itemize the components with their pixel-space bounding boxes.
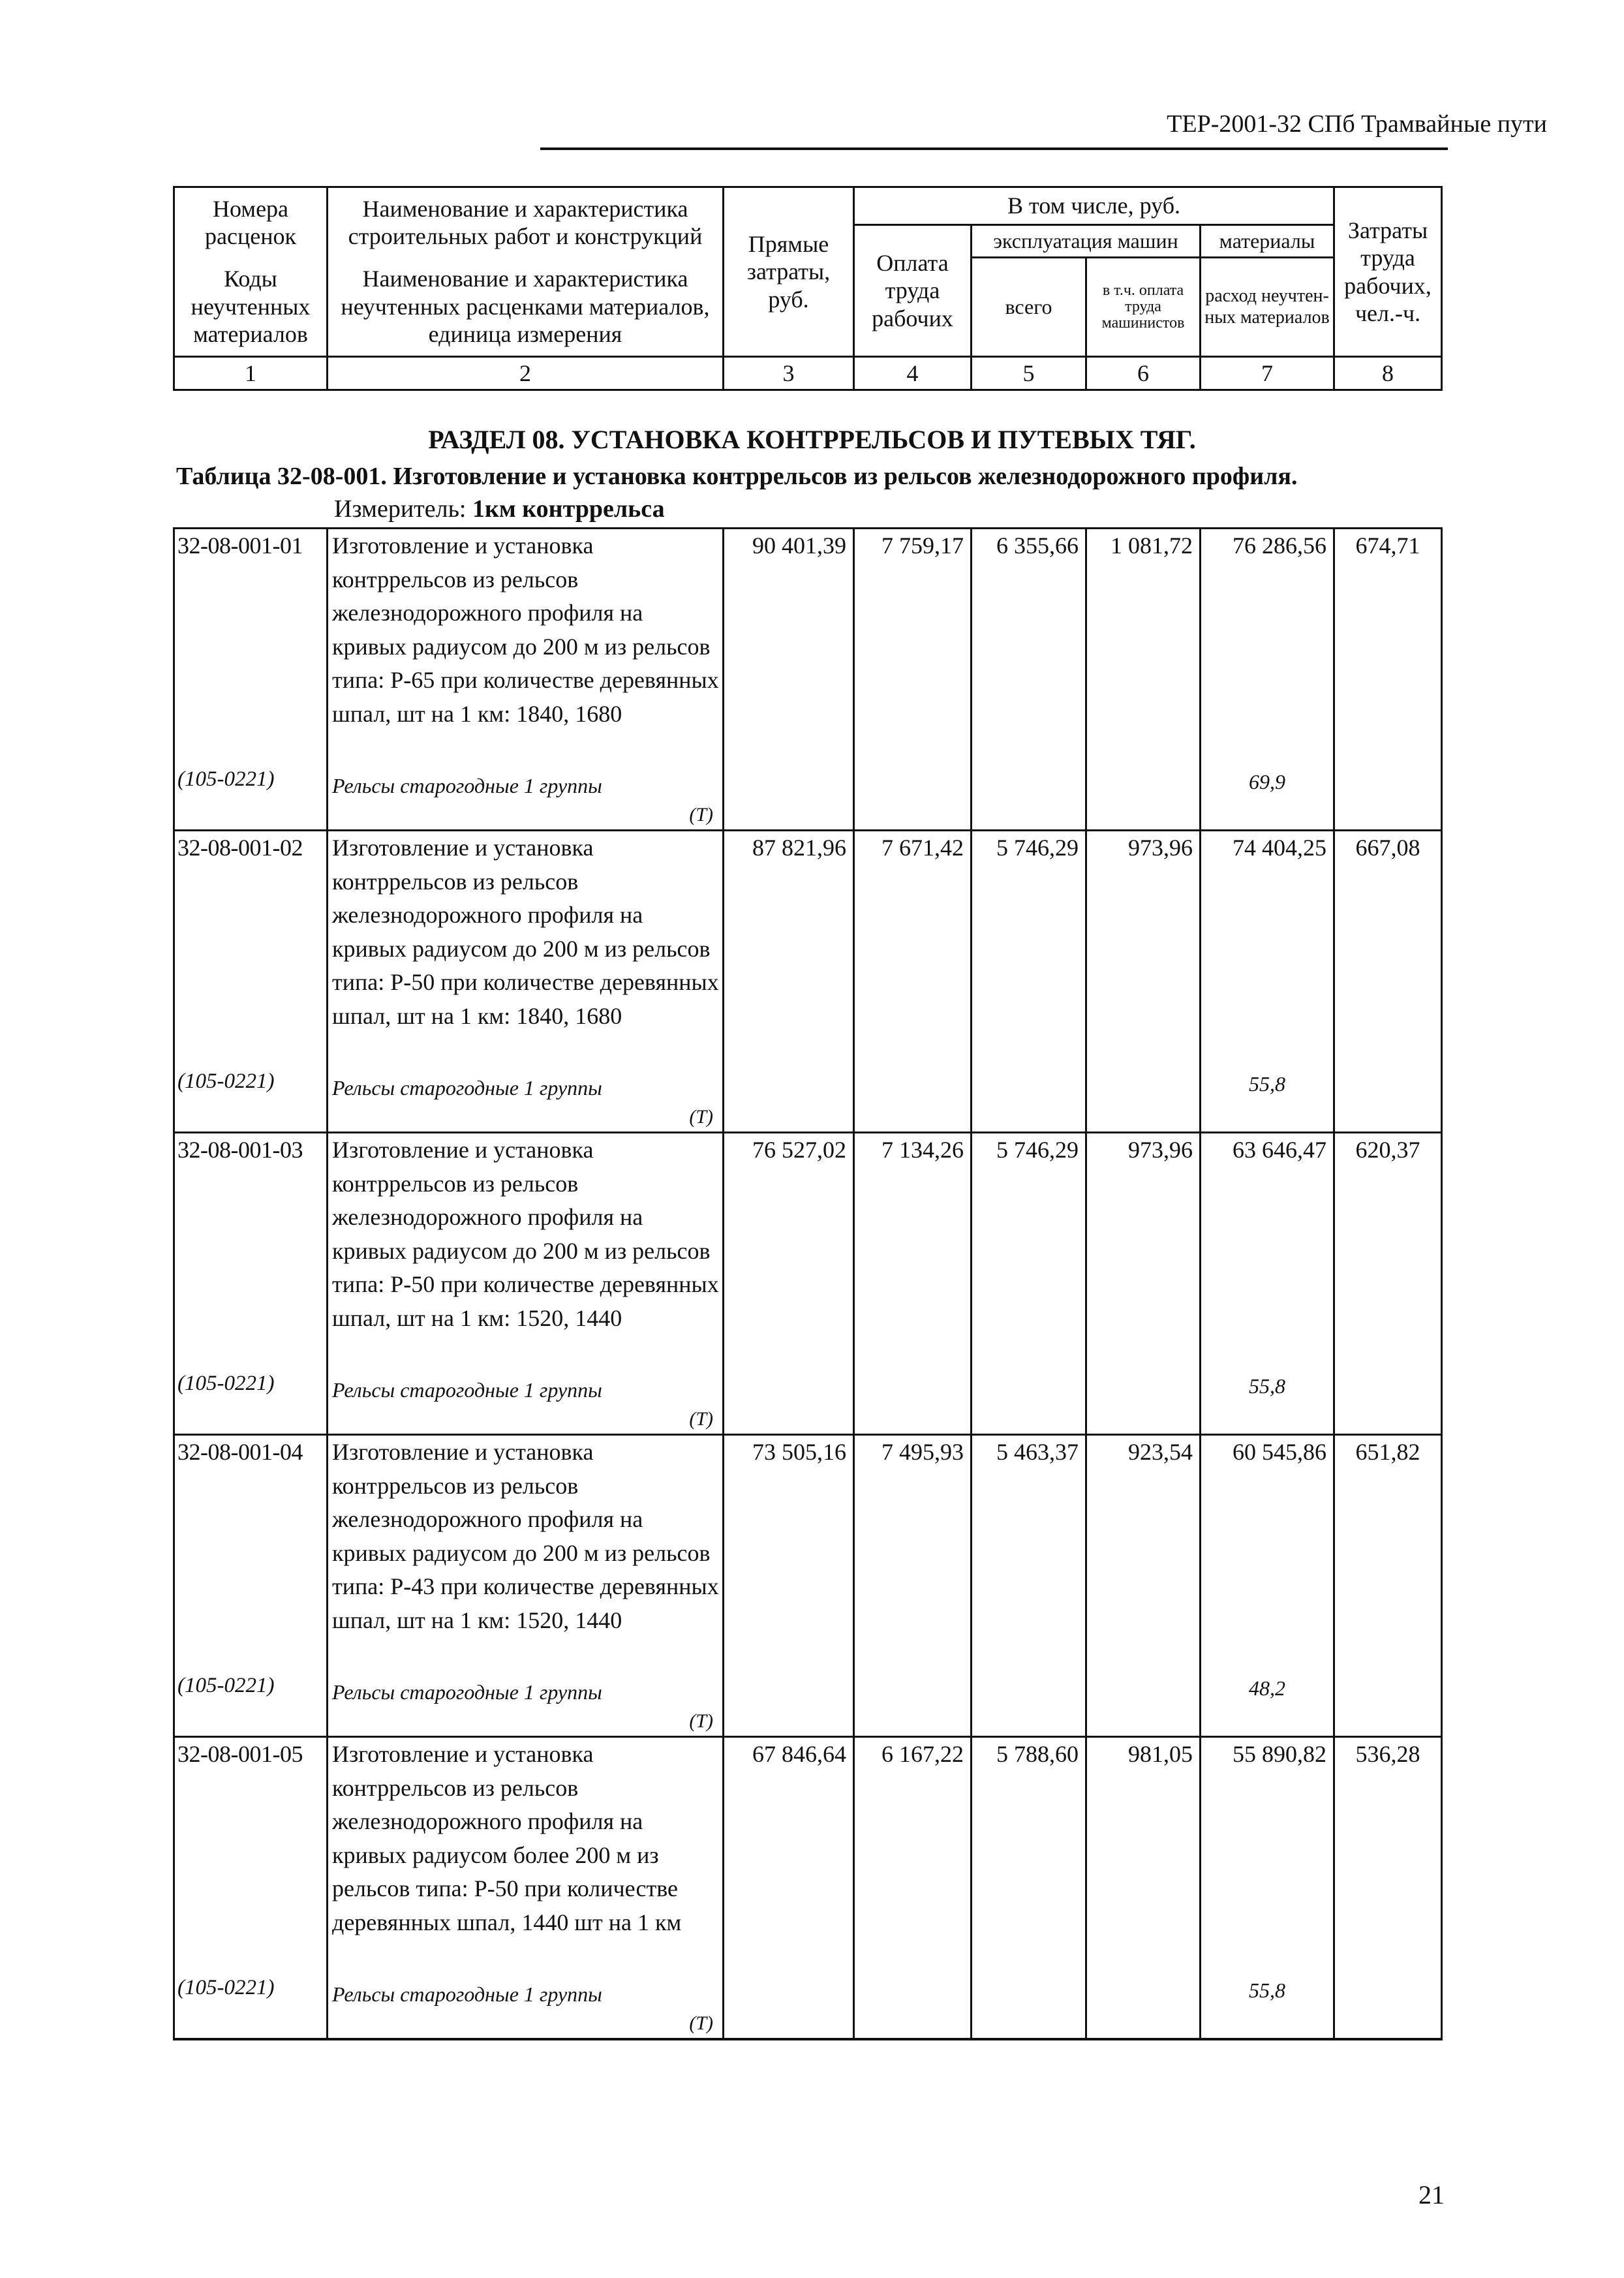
material-code: (105-0221) <box>177 767 275 791</box>
material-quantity: 55,8 <box>1249 1978 1285 2002</box>
direct-costs-cell <box>724 1737 854 2040</box>
material-name: Рельсы старогодные 1 группы <box>332 1680 602 1704</box>
labor-hours-value: 536,28 <box>1355 1741 1420 1767</box>
running-head: ТЕР-2001-32 СПб Трамвайные пути <box>1167 110 1547 138</box>
machines-value: 5 746,29 <box>996 835 1079 861</box>
work-description: Изготовление и установка контррельсов из рельсов железнодорожного профиля на кривых радиусом до 200 м из рельсов типа: Р-65 при количестве деревянных шпал, шт на 1 км: 1840, 1680 <box>332 532 719 727</box>
material-name: Рельсы старогодные 1 группы <box>332 1982 602 2006</box>
materials-value: 74 404,25 <box>1233 835 1326 861</box>
labor-pay-cell <box>854 529 972 831</box>
rate-code-cell <box>174 1435 328 1737</box>
labor-pay-value: 7 759,17 <box>881 532 964 559</box>
labor-hours-value: 620,37 <box>1355 1137 1420 1163</box>
header-rule <box>540 147 1448 150</box>
direct-costs-cell <box>724 1435 854 1737</box>
materials-cell <box>1201 529 1334 831</box>
labor-pay-value: 7 671,42 <box>881 835 964 861</box>
rate-code: 32-08-001-05 <box>177 1741 303 1767</box>
labor-hours-cell <box>1334 529 1442 831</box>
header-work-name: Наименование и характеристика строительных работ и конструкций <box>328 187 724 258</box>
labor-hours-cell <box>1334 831 1442 1133</box>
rate-code-cell <box>174 1133 328 1435</box>
machinists-value: 923,54 <box>1128 1439 1193 1465</box>
materials-value: 63 646,47 <box>1233 1137 1326 1163</box>
material-name: Рельсы старогодные 1 группы <box>332 774 602 797</box>
col-number-6: 6 <box>1086 357 1201 390</box>
labor-pay-value: 6 167,22 <box>881 1741 964 1767</box>
unit-of-measure: Измеритель: 1км контррельса <box>334 495 665 523</box>
material-code: (105-0221) <box>177 1070 275 1093</box>
labor-hours-value: 651,82 <box>1355 1439 1420 1465</box>
page-number: 21 <box>1418 2180 1445 2209</box>
header-machinists-pay: в т.ч. оплата труда машинистов <box>1086 258 1201 357</box>
section-title: РАЗДЕЛ 08. УСТАНОВКА КОНТРРЕЛЬСОВ И ПУТЕВЫХ ТЯГ. <box>428 425 1196 454</box>
machines-cell <box>972 831 1086 1133</box>
material-quantity: 69,9 <box>1249 770 1285 793</box>
labor-hours-cell <box>1334 1737 1442 2040</box>
machines-value: 5 746,29 <box>996 1137 1079 1163</box>
col-number-1: 1 <box>174 357 328 390</box>
material-quantity: 48,2 <box>1249 1676 1285 1700</box>
labor-hours-value: 667,08 <box>1355 835 1420 861</box>
materials-cell <box>1201 1435 1334 1737</box>
col-number-4: 4 <box>854 357 972 390</box>
description-cell <box>328 529 724 831</box>
header-material-names: Наименование и характеристика неучтенных расценками материалов, единица измерения <box>328 258 724 357</box>
header-machines: эксплуатация машин <box>972 225 1201 258</box>
resource-mark: (Т) <box>689 2012 713 2034</box>
direct-costs-cell <box>724 529 854 831</box>
machinists-value: 981,05 <box>1128 1741 1193 1767</box>
col-number-2: 2 <box>328 357 724 390</box>
labor-pay-cell <box>854 1435 972 1737</box>
material-name: Рельсы старогодные 1 группы <box>332 1378 602 1402</box>
labor-hours-cell <box>1334 1435 1442 1737</box>
material-quantity: 55,8 <box>1249 1374 1285 1398</box>
machinists-value: 973,96 <box>1128 1137 1193 1163</box>
labor-hours-value: 674,71 <box>1355 532 1420 559</box>
machinists-value: 973,96 <box>1128 835 1193 861</box>
header-materials: материалы <box>1201 225 1334 258</box>
machines-cell <box>972 1737 1086 2040</box>
materials-value: 55 890,82 <box>1233 1741 1326 1767</box>
material-code: (105-0221) <box>177 1372 275 1395</box>
header-unaccounted-materials: расход неучтен-ных материалов <box>1201 258 1334 357</box>
machines-value: 5 463,37 <box>996 1439 1079 1465</box>
table-row <box>174 529 1442 831</box>
header-labor-hours: Затраты труда рабочих, чел.-ч. <box>1334 187 1442 357</box>
machines-value: 6 355,66 <box>996 532 1079 559</box>
rate-code: 32-08-001-03 <box>177 1137 303 1163</box>
direct-costs-cell <box>724 831 854 1133</box>
description-cell <box>328 1435 724 1737</box>
labor-pay-value: 7 495,93 <box>881 1439 964 1465</box>
machines-cell <box>972 1435 1086 1737</box>
description-cell <box>328 1737 724 2040</box>
work-description: Изготовление и установка контррельсов из рельсов железнодорожного профиля на кривых радиусом более 200 м из рельсов типа: Р-50 при количестве деревянных шпал, 1440 шт на 1 км <box>332 1741 682 1935</box>
header-machines-total: всего <box>972 258 1086 357</box>
labor-hours-cell <box>1334 1133 1442 1435</box>
direct-costs-value: 87 821,96 <box>752 835 846 861</box>
column-header-table <box>173 186 1443 391</box>
resource-mark: (Т) <box>689 1710 713 1732</box>
material-quantity: 55,8 <box>1249 1072 1285 1096</box>
table-row <box>174 831 1442 1133</box>
rate-code-cell <box>174 831 328 1133</box>
labor-pay-cell <box>854 1133 972 1435</box>
work-description: Изготовление и установка контррельсов из рельсов железнодорожного профиля на кривых радиусом до 200 м из рельсов типа: Р-43 при количестве деревянных шпал, шт на 1 км: 1520, 1440 <box>332 1439 719 1633</box>
work-description: Изготовление и установка контррельсов из рельсов железнодорожного профиля на кривых радиусом до 200 м из рельсов типа: Р-50 при количестве деревянных шпал, шт на 1 км: 1840, 1680 <box>332 835 719 1029</box>
description-cell <box>328 831 724 1133</box>
col-number-7: 7 <box>1201 357 1334 390</box>
header-labor-pay: Оплата труда рабочих <box>854 225 972 357</box>
machines-cell <box>972 1133 1086 1435</box>
rate-code-cell <box>174 529 328 831</box>
table-row <box>174 1737 1442 2040</box>
labor-pay-cell <box>854 1737 972 2040</box>
header-including-group: В том числе, руб. <box>854 187 1334 225</box>
header-material-codes: Коды неучтенных материалов <box>174 258 328 357</box>
materials-value: 76 286,56 <box>1233 532 1326 559</box>
machines-value: 5 788,60 <box>996 1741 1079 1767</box>
machinists-cell <box>1086 1737 1201 2040</box>
rate-code-cell <box>174 1737 328 2040</box>
rate-code: 32-08-001-04 <box>177 1439 303 1465</box>
direct-costs-value: 76 527,02 <box>752 1137 846 1163</box>
machinists-cell <box>1086 1435 1201 1737</box>
direct-costs-value: 73 505,16 <box>752 1439 846 1465</box>
machines-cell <box>972 529 1086 831</box>
resource-mark: (Т) <box>689 1106 713 1128</box>
col-number-8: 8 <box>1334 357 1442 390</box>
machinists-cell <box>1086 529 1201 831</box>
materials-value: 60 545,86 <box>1233 1439 1326 1465</box>
work-description: Изготовление и установка контррельсов из рельсов железнодорожного профиля на кривых радиусом до 200 м из рельсов типа: Р-50 при количестве деревянных шпал, шт на 1 км: 1520, 1440 <box>332 1137 719 1331</box>
material-code: (105-0221) <box>177 1976 275 1999</box>
machinists-cell <box>1086 831 1201 1133</box>
resource-mark: (Т) <box>689 1408 713 1430</box>
description-cell <box>328 1133 724 1435</box>
table-title: Таблица 32-08-001. Изготовление и установка контррельсов из рельсов железнодорожного профиля. <box>176 463 1298 490</box>
material-code: (105-0221) <box>177 1674 275 1697</box>
header-direct-costs: Прямые затраты, руб. <box>724 187 854 357</box>
materials-cell <box>1201 1133 1334 1435</box>
rate-code: 32-08-001-02 <box>177 835 303 861</box>
col-number-5: 5 <box>972 357 1086 390</box>
direct-costs-value: 90 401,39 <box>752 532 846 559</box>
direct-costs-value: 67 846,64 <box>752 1741 846 1767</box>
materials-cell <box>1201 831 1334 1133</box>
col-number-3: 3 <box>724 357 854 390</box>
rates-table <box>173 527 1443 2040</box>
resource-mark: (Т) <box>689 804 713 825</box>
table-row <box>174 1133 1442 1435</box>
table-row <box>174 1435 1442 1737</box>
labor-pay-value: 7 134,26 <box>881 1137 964 1163</box>
machinists-value: 1 081,72 <box>1111 532 1193 559</box>
materials-cell <box>1201 1737 1334 2040</box>
direct-costs-cell <box>724 1133 854 1435</box>
header-rate-numbers: Номера расценок <box>174 187 328 258</box>
labor-pay-cell <box>854 831 972 1133</box>
material-name: Рельсы старогодные 1 группы <box>332 1076 602 1100</box>
rate-code: 32-08-001-01 <box>177 532 303 559</box>
machinists-cell <box>1086 1133 1201 1435</box>
